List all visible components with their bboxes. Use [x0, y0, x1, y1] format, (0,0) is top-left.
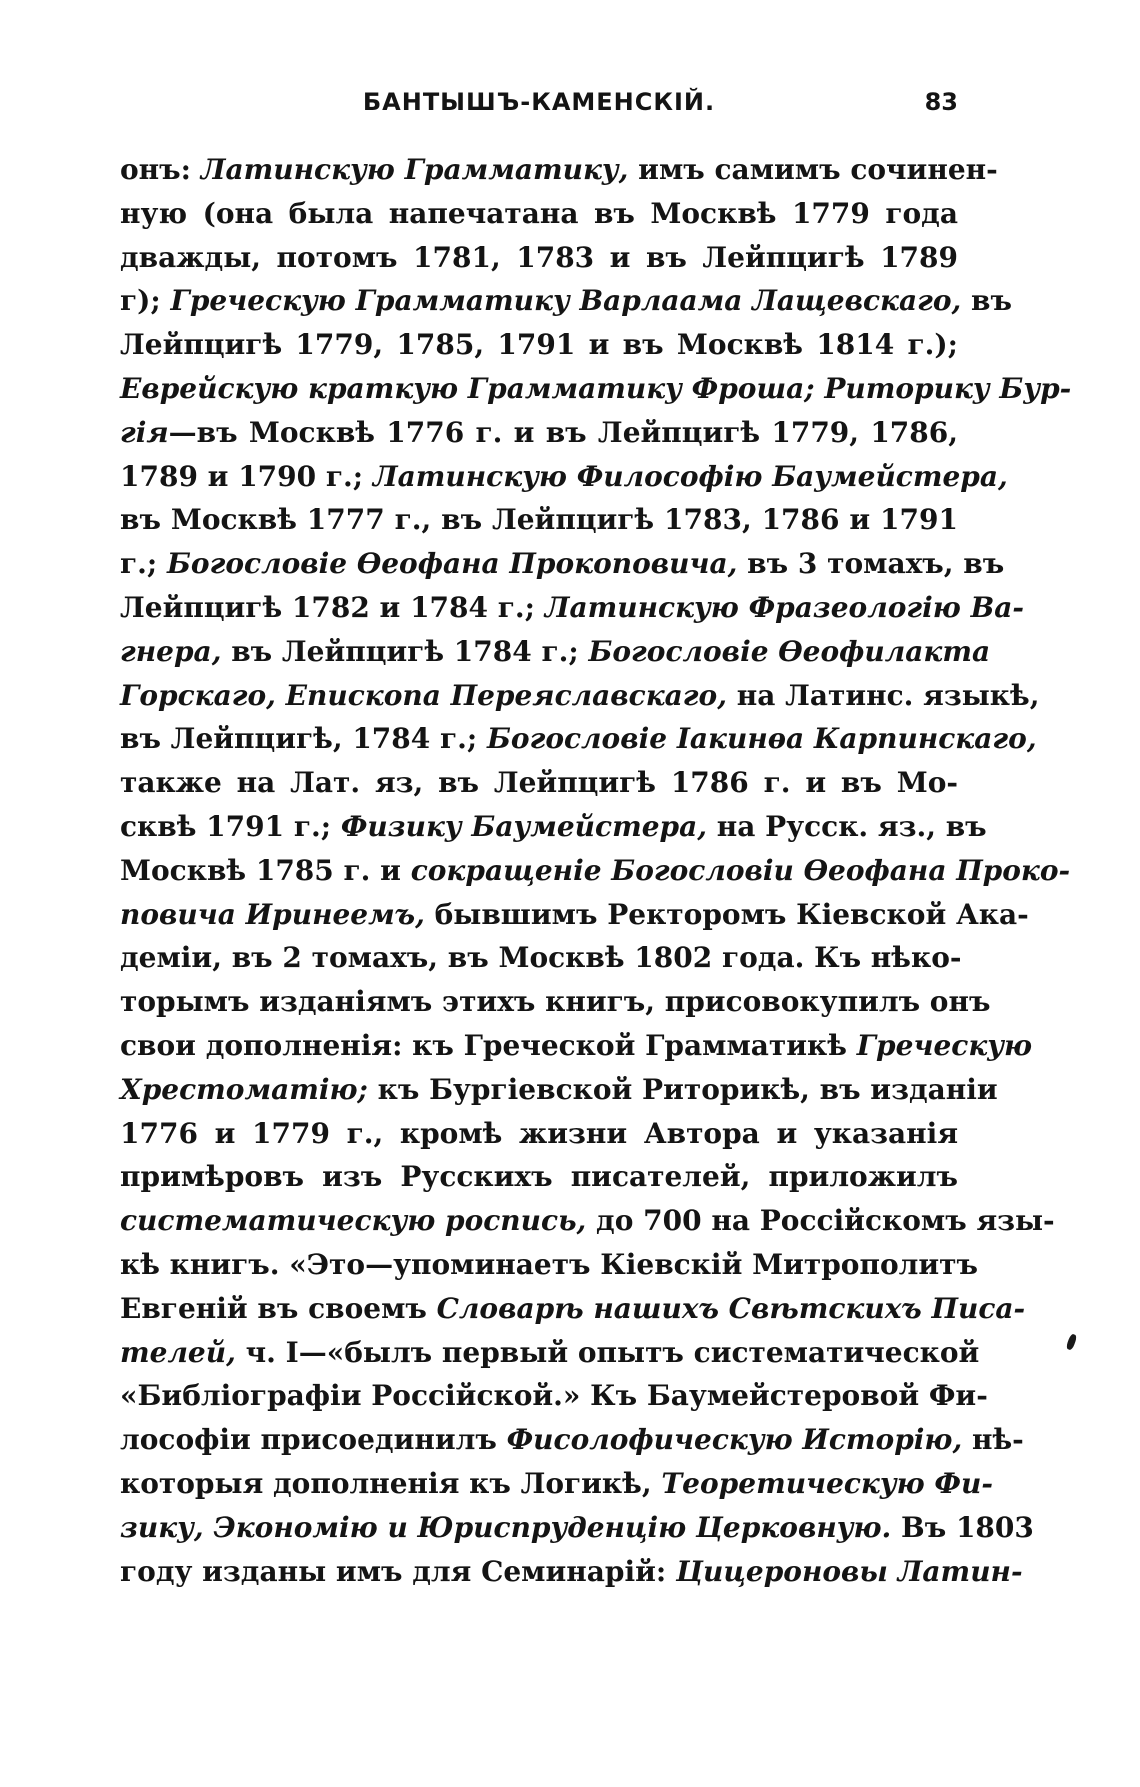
text-span: —въ Москвѣ 1776 г. и въ Лейпцигѣ 1779, 1786,	[168, 415, 958, 449]
text-span: Москвѣ 1785 г. и	[120, 853, 411, 887]
text-span: нѣ-	[962, 1423, 1024, 1457]
text-span: въ Лейпцигѣ, 1784 г.;	[120, 722, 487, 756]
text-line	[120, 980, 991, 1024]
text-span: также на Лат. яз, въ Лейпцигѣ 1786 г. и въ Мо-	[120, 766, 958, 800]
text-line	[120, 586, 1025, 630]
text-span: г.;	[120, 547, 167, 581]
text-span: ную (она была напечатана въ Москвѣ 1779 года	[120, 196, 958, 230]
text-line	[120, 1550, 1023, 1594]
text-line	[120, 455, 1008, 499]
margin-ink-mark	[1065, 1333, 1077, 1350]
text-line	[120, 717, 1037, 761]
text-span: 1776 и 1779 г., кромѣ жизни Автора и указанія	[120, 1116, 958, 1150]
text-span: свои дополненія: къ Греческой Грамматикѣ	[120, 1028, 857, 1062]
text-span: г);	[120, 284, 171, 318]
text-line	[120, 630, 991, 674]
text-span: имъ самимъ сочинен-	[628, 153, 998, 186]
text-line	[120, 1024, 1033, 1068]
text-span: Въ 1803	[891, 1510, 1034, 1544]
italic-title-span: Физику Баумейстера,	[340, 809, 707, 843]
text-line	[120, 1243, 978, 1287]
text-span: Евгеній въ своемъ	[120, 1291, 437, 1325]
italic-title-span: Цицероновы Латин-	[675, 1554, 1023, 1588]
text-line	[120, 936, 962, 980]
text-span: году изданы имъ для Семинарій:	[120, 1554, 676, 1588]
italic-title-span: Еврейскую краткую Грамматику Фроша; Риторику Бур-	[120, 371, 1072, 405]
text-span: въ	[961, 284, 1012, 318]
italic-title-span: Хрестоматію;	[120, 1072, 368, 1106]
italic-title-span: Фисолофическую Исторію,	[506, 1423, 963, 1457]
italic-title-span: повича Иринеемъ,	[120, 897, 425, 931]
text-span: сквѣ 1791 г.;	[120, 809, 341, 843]
italic-title-span: Словарѣ нашихъ Свѣтскихъ Писа-	[436, 1291, 1026, 1325]
text-line	[120, 761, 958, 805]
text-span: ч. І—«былъ первый опытъ систематической	[235, 1335, 980, 1369]
text-line	[120, 849, 1071, 893]
text-line	[120, 148, 998, 192]
text-span: Лейпцигѣ 1779, 1785, 1791 и въ Москвѣ 1814 г.);	[120, 328, 958, 362]
text-line	[120, 279, 1012, 323]
text-line	[120, 1331, 980, 1375]
body-text	[120, 148, 1072, 1593]
italic-title-span: гнера,	[120, 634, 222, 668]
text-span: Лейпцигѣ 1782 и 1784 г.;	[120, 590, 545, 624]
text-span: къ Бургіевской Риторикѣ, въ изданіи	[367, 1072, 998, 1106]
text-line	[120, 367, 1072, 411]
text-line	[120, 1462, 993, 1506]
text-span: кѣ книгъ. «Это—упоминаетъ Кіевскій Митрополитъ	[120, 1247, 978, 1281]
italic-title-span: гія	[120, 415, 169, 449]
text-line	[120, 893, 1029, 937]
text-span: торымъ изданіямъ этихъ книгъ, присовокупилъ онъ	[120, 985, 991, 1019]
running-head: БАНТЫШЪ-КАМЕНСКІЙ.	[362, 88, 716, 116]
italic-title-span: Горскаго, Епископа Переяславскаго,	[120, 678, 727, 712]
italic-title-span: Богословіе Іакинѳа Карпинскаго,	[486, 722, 1037, 756]
text-line	[120, 542, 1005, 586]
text-line	[120, 805, 987, 849]
text-line	[120, 1287, 1026, 1331]
italic-title-span: зику, Экономію и Юриспруденцію Церковную.	[120, 1510, 892, 1544]
text-line	[120, 498, 958, 542]
text-line	[120, 192, 958, 236]
italic-title-span: Латинскую Фразеологію Ва-	[544, 590, 1025, 624]
text-line	[120, 1418, 1024, 1462]
text-line	[120, 674, 1040, 718]
page-number: 83	[924, 88, 958, 116]
text-line	[120, 1068, 998, 1112]
italic-title-span: Богословіе Ѳеофана Прокоповича,	[167, 547, 738, 581]
text-span: примѣровъ изъ Русскихъ писателей, приложилъ	[120, 1160, 958, 1194]
text-span: лософіи присоединилъ	[120, 1423, 507, 1457]
text-line	[120, 411, 958, 455]
text-span: до 700 на Россійскомъ язы-	[586, 1204, 1055, 1238]
text-span: на Латинс. языкѣ,	[726, 678, 1040, 712]
italic-title-span: телей,	[120, 1335, 236, 1369]
italic-title-span: Богословіе Ѳеофилакта	[588, 634, 991, 668]
text-span: въ 3 томахъ, въ	[737, 547, 1005, 581]
italic-title-span: Теоретическую Фи-	[661, 1466, 993, 1500]
text-span: онъ:	[120, 153, 201, 186]
text-line	[120, 1155, 958, 1199]
text-span: въ Лейпцигѣ 1784 г.;	[221, 634, 589, 668]
text-span: въ Москвѣ 1777 г., въ Лейпцигѣ 1783, 1786 и 1791	[120, 503, 958, 537]
text-line	[120, 1506, 1034, 1550]
italic-title-span: Латинскую Грамматику,	[200, 153, 629, 186]
text-span: «Библіографіи Россійской.» Къ Баумейстеровой Фи-	[120, 1379, 988, 1413]
text-span: которыя дополненія къ Логикѣ,	[120, 1466, 662, 1500]
text-line	[120, 236, 958, 280]
italic-title-span: сокращеніе Богословіи Ѳеофана Проко-	[410, 853, 1071, 887]
text-span: 1789 и 1790 г.;	[120, 459, 373, 493]
page-header	[120, 88, 958, 128]
text-span: бывшимъ Ректоромъ Кіевской Ака-	[424, 897, 1029, 931]
italic-title-span: систематическую роспись,	[120, 1204, 587, 1238]
italic-title-span: Греческую Грамматику Варлаама Лащевскаго,	[170, 284, 962, 318]
italic-title-span: Греческую	[856, 1028, 1033, 1062]
text-span: на Русск. яз., въ	[707, 809, 987, 843]
text-line	[120, 1112, 958, 1156]
text-line	[120, 1374, 988, 1418]
text-span: деміи, въ 2 томахъ, въ Москвѣ 1802 года. Къ нѣко-	[120, 941, 962, 975]
text-line	[120, 1199, 1055, 1243]
text-line	[120, 323, 958, 367]
text-span: дважды, потомъ 1781, 1783 и въ Лейпцигѣ 1789	[120, 240, 958, 274]
italic-title-span: Латинскую Философію Баумейстера,	[372, 459, 1008, 493]
